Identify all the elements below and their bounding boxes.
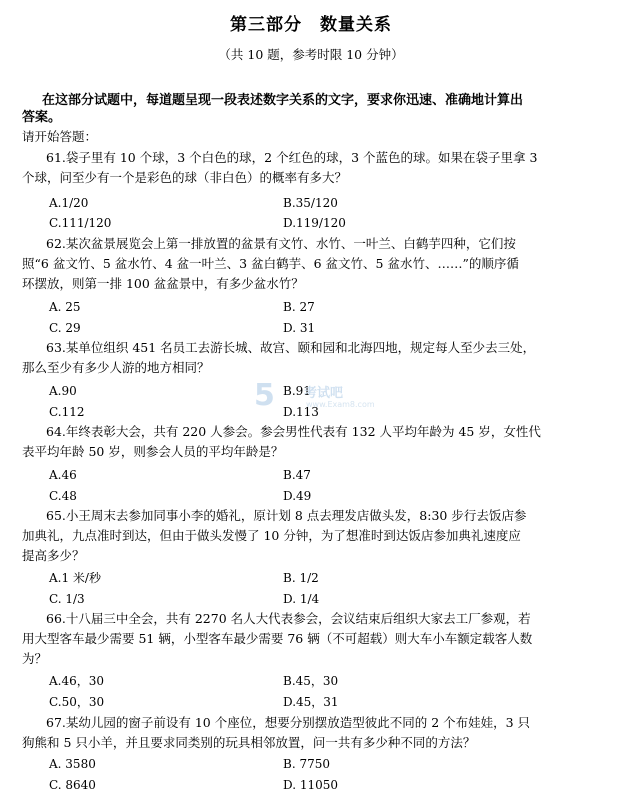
watermark-mark: 5 (254, 378, 275, 413)
question-63-option-b: B.91 (283, 384, 311, 398)
question-66-option-a: A.46，30 (49, 674, 105, 688)
question-65-option-b: B. 1/2 (283, 571, 319, 585)
section-topic-label: 数量关系 (320, 15, 392, 35)
section-part-label: 第三部分 (230, 15, 302, 35)
question-62-option-a: A. 25 (49, 300, 81, 314)
question-66-line-3: 为？ (22, 651, 48, 666)
question-64-option-d: D.49 (283, 489, 312, 503)
question-65-option-c: C. 1/3 (49, 592, 85, 606)
question-62-line-1: 62.某次盆景展览会上第一排放置的盆景有文竹、水竹、一叶兰、白鹤芋四种，它们按 (46, 236, 516, 251)
question-62-option-b: B. 27 (283, 300, 315, 314)
watermark-url: www.Exam8.com (306, 400, 375, 409)
question-65-line-3: 提高多少？ (22, 548, 85, 563)
question-67-option-d: D. 11050 (283, 778, 338, 792)
question-61-option-b: B.35/120 (283, 196, 338, 210)
question-63-line-1: 63.某单位组织 451 名员工去游长城、故宫、颐和园和北海四地，规定每人至少去三处， (46, 340, 536, 355)
question-66-option-d: D.45，31 (283, 695, 339, 709)
question-64-line-1: 64.年终表彰大会，共有 220 人参会。参会男性代表有 132 人平均年龄为 45 岁，女性代 (46, 424, 541, 439)
question-62-option-d: D. 31 (283, 321, 316, 335)
question-66-option-c: C.50，30 (49, 695, 105, 709)
start-label: 请开始答题： (22, 129, 98, 144)
question-61-option-c: C.111/120 (49, 216, 112, 230)
question-61-line-2: 个球，问至少有一个是彩色的球（非白色）的概率有多大？ (22, 170, 348, 185)
question-66-line-1: 66.十八届三中全会，共有 2270 名人大代表参会，会议结束后组织大家去工厂参观，若 (46, 611, 531, 626)
question-65-option-d: D. 1/4 (283, 592, 320, 606)
question-63-option-c: C.112 (49, 405, 85, 419)
question-64-option-c: C.48 (49, 489, 77, 503)
question-63-option-a: A.90 (49, 384, 77, 398)
question-67-option-a: A. 3580 (49, 757, 96, 771)
question-65-option-a: A.1 米/秒 (49, 571, 101, 585)
question-65-line-2: 加典礼，九点准时到达，但由于做头发慢了 10 分钟，为了想准时到达饭店参加典礼速度应 (22, 528, 521, 543)
question-64-option-a: A.46 (49, 468, 77, 482)
question-61-option-a: A.1/20 (49, 196, 89, 210)
question-67-option-c: C. 8640 (49, 778, 96, 792)
question-61-option-d: D.119/120 (283, 216, 346, 230)
section-subtitle: （共 10 题，参考时限 10 分钟） (218, 47, 404, 62)
instruction-line-1: 在这部分试题中，每道题呈现一段表述数字关系的文字，要求你迅速、准确地计算出 (42, 93, 524, 108)
question-63-option-d: D.113 (283, 405, 319, 419)
question-67-line-2: 狗熊和 5 只小羊，并且要求同类别的玩具相邻放置，问一共有多少种不同的方法？ (22, 735, 476, 750)
question-66-option-b: B.45，30 (283, 674, 339, 688)
instruction-line-2: 答案。 (22, 110, 62, 125)
question-64-line-2: 表平均年龄 50 岁，则参会人员的平均年龄是？ (22, 444, 284, 459)
question-62-line-2: 照“6 盆文竹、5 盆水竹、4 盆一叶兰、3 盆白鹤芋、6 盆文竹、5 盆水竹、……”的顺序循 (22, 256, 519, 271)
question-66-line-2: 用大型客车最少需要 51 辆，小型客车最少需要 76 辆（不可超载）则大车小车额定载客人数 (22, 631, 533, 646)
question-62-option-c: C. 29 (49, 321, 81, 335)
question-65-line-1: 65.小王周末去参加同事小李的婚礼，原计划 8 点去理发店做头发，8:30 步行去饭店参 (46, 508, 527, 523)
question-61-line-1: 61.袋子里有 10 个球，3 个白色的球，2 个红色的球，3 个蓝色的球。如果在袋子里拿 3 (46, 150, 538, 165)
question-67-line-1: 67.某幼儿园的窗子前设有 10 个座位，想要分别摆放造型彼此不同的 2 个布娃娃，3 只 (46, 715, 531, 730)
question-63-line-2: 那么至少有多少人游的地方相同？ (22, 360, 210, 375)
section-title (0, 10, 622, 35)
question-64-option-b: B.47 (283, 468, 311, 482)
watermark-text: 考试吧 (304, 386, 344, 401)
question-67-option-b: B. 7750 (283, 757, 330, 771)
question-62-line-3: 环摆放，则第一排 100 盆盆景中，有多少盆水竹？ (22, 276, 304, 291)
